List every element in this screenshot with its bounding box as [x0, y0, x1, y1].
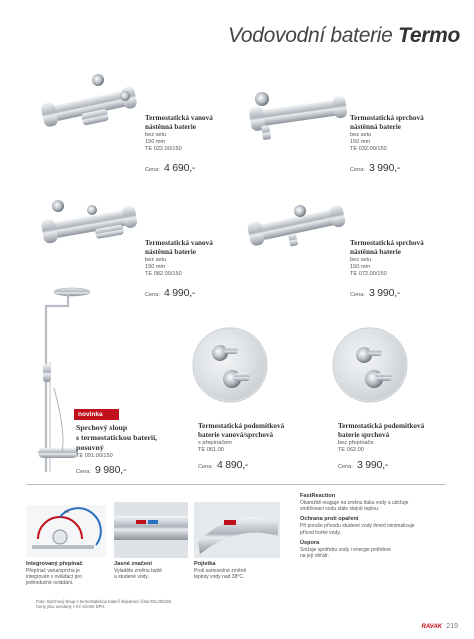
- feature-diverter: Integrovaný přepínač Přepínač vana/sprcha je integrován v ovládací pro jednoduché ovládání.: [26, 561, 83, 587]
- footnote: Foto: Sprchový sloup s termostatickou baterií objednací čísla 091.00/150. Ceny jsou uvedeny v Kč včetně DPH.: [36, 599, 173, 609]
- section-divider: [26, 484, 446, 485]
- product-5: Sprchový sloup s termostatickou baterií, posuvný TE 091.00/150 Cena: 9 980,-: [76, 423, 158, 476]
- off-label: Off: [64, 509, 70, 514]
- product-2: Termostatická sprchová nástěnná baterie bez setu 150 mm TE 032.00/150 Cena: 3 990,-: [350, 114, 424, 174]
- page-number: 219: [446, 623, 458, 630]
- temperature-marking-photo: [114, 502, 188, 558]
- features-text-column: FastReaction Okamžitě reaguje na změnu tlaku vody a udržuje směšovací vodu stále stejně teplou. Ochrana proti opaření Při poruše přívodu studené vody ihned minimalizuje přívod horké vody. Úspora Snižuje spotřebu vody i energie potřebné na její ohřátí.: [300, 493, 415, 560]
- product-6: Termostatická podomítková baterie vanová/sprchová s přepínačem TE 061.00 Cena: 4 890,-: [198, 422, 285, 471]
- product-4: Termostatická sprchová nástěnná baterie bez setu 150 mm TE 072.00/150 Cena: 3 990,-: [350, 239, 424, 299]
- diverter-diagram-icon: [26, 505, 106, 557]
- feature-safety: Pojistka Proti samovolné změně teploty vody nad 38°C.: [194, 561, 247, 581]
- page-title: Vodovodní baterie Termo: [227, 24, 460, 47]
- bath-faucet-image-1: [40, 68, 140, 143]
- product-1: Termostatická vanová nástěnná baterie bez setu 150 mm TE 022.00/150 Cena: 4 690,-: [145, 114, 213, 174]
- concealed-mixer-image-1: [190, 325, 270, 405]
- concealed-mixer-image-2: [330, 325, 410, 405]
- new-badge: novinka: [74, 409, 119, 420]
- product-3: Termostatická vanová nástěnná baterie bez setu 150 mm TE 082.00/150 Cena: 4 990,-: [145, 239, 213, 299]
- brand-logo: RAVAK: [421, 624, 442, 630]
- shower-faucet-image-1: [248, 85, 348, 145]
- safety-lock-photo: [194, 502, 280, 558]
- feature-marking: Jasné značení Vyladěte změnu teplé a studené vody.: [114, 561, 162, 581]
- bath-faucet-image-2: [40, 190, 140, 260]
- shower-faucet-image-2: [246, 195, 346, 257]
- product-7: Termostatická podomítková baterie sprchová bez přepínače TE 062.00 Cena: 3 990,-: [338, 422, 425, 471]
